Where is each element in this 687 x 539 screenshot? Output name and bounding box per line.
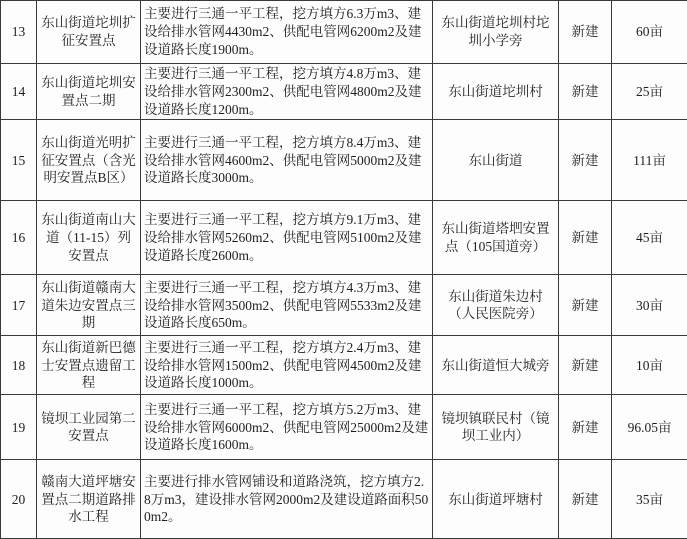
cell-build-type: 新建 [559,395,612,460]
table-row [1,201,687,275]
table-row [1,120,687,201]
cell-location: 东山街道朱边村（人民医院旁） [433,275,559,336]
cell-location: 东山街道塔垇安置点（105国道旁） [433,201,559,275]
table-row [1,64,687,120]
cell-row-number: 19 [1,395,37,460]
cell-row-number: 16 [1,201,37,275]
cell-project-name: 东山街道坨圳扩征安置点 [37,1,141,64]
cell-project-content: 主要进行三通一平工程，挖方填方6.3万m3、建设给排水管网4430m2、供配电管网6200m2及建设道路长度1900m。 [141,1,433,64]
cell-row-number: 17 [1,275,37,336]
cell-project-name: 东山街道光明扩征安置点（含光明安置点B区） [37,120,141,201]
cell-land-area: 60亩 [612,1,687,64]
cell-project-content: 主要进行三通一平工程，挖方填方2.4万m3、建设给排水管网1500m2、供配电管网4500m2及建设道路长度1000m。 [141,336,433,395]
cell-project-content: 主要进行三通一平工程，挖方填方4.8万m3、建设给排水管网2300m2、供配电管网4800m2及建设道路长度1200m。 [141,64,433,120]
cell-location: 东山街道坨圳村坨圳小学旁 [433,1,559,64]
table-row [1,275,687,336]
cell-build-type: 新建 [559,120,612,201]
cell-location: 东山街道 [433,120,559,201]
table-row [1,336,687,395]
cell-land-area: 45亩 [612,201,687,275]
cell-row-number: 18 [1,336,37,395]
cell-location: 东山街道坨圳村 [433,64,559,120]
cell-land-area: 35亩 [612,460,687,539]
table-row [1,460,687,539]
table-row [1,395,687,460]
cell-land-area: 96.05亩 [612,395,687,460]
cell-build-type: 新建 [559,1,612,64]
cell-project-name: 镜坝工业园第二安置点 [37,395,141,460]
cell-row-number: 13 [1,1,37,64]
cell-project-content: 主要进行排水管网铺设和道路浇筑，挖方填方2.8万m3，建设排水管网2000m2及建设道路面积500m2。 [141,460,433,539]
cell-land-area: 25亩 [612,64,687,120]
cell-location: 镜坝镇联民村（镜坝工业内） [433,395,559,460]
cell-land-area: 10亩 [612,336,687,395]
cell-row-number: 15 [1,120,37,201]
cell-location: 东山街道恒大城旁 [433,336,559,395]
cell-row-number: 14 [1,64,37,120]
cell-project-name: 东山街道新巴德士安置点遗留工程 [37,336,141,395]
cell-project-content: 主要进行三通一平工程，挖方填方4.3万m3、建设给排水管网3500m2、供配电管网5533m2及建设道路长度650m。 [141,275,433,336]
table-row [1,1,687,64]
cell-project-name: 东山街道赣南大道朱边安置点三期 [37,275,141,336]
cell-row-number: 20 [1,460,37,539]
table-body [1,1,687,539]
cell-project-name: 东山街道南山大道（11-15）列安置点 [37,201,141,275]
cell-project-content: 主要进行三通一平工程，挖方填方9.1万m3、建设给排水管网5260m2、供配电管网5100m2及建设道路长度2600m。 [141,201,433,275]
cell-build-type: 新建 [559,336,612,395]
cell-land-area: 111亩 [612,120,687,201]
cell-land-area: 30亩 [612,275,687,336]
cell-build-type: 新建 [559,460,612,539]
cell-project-name: 东山街道坨圳安置点二期 [37,64,141,120]
cell-project-content: 主要进行三通一平工程，挖方填方8.4万m3、建设给排水管网4600m2、供配电管网5000m2及建设道路长度3000m。 [141,120,433,201]
cell-location: 东山街道坪塘村 [433,460,559,539]
cell-build-type: 新建 [559,201,612,275]
cell-project-name: 赣南大道坪塘安置点二期道路排水工程 [37,460,141,539]
cell-build-type: 新建 [559,275,612,336]
cell-project-content: 主要进行三通一平工程，挖方填方5.2万m3、建设给排水管网6000m2、供配电管网25000m2及建设道路长度1600m。 [141,395,433,460]
cell-build-type: 新建 [559,64,612,120]
